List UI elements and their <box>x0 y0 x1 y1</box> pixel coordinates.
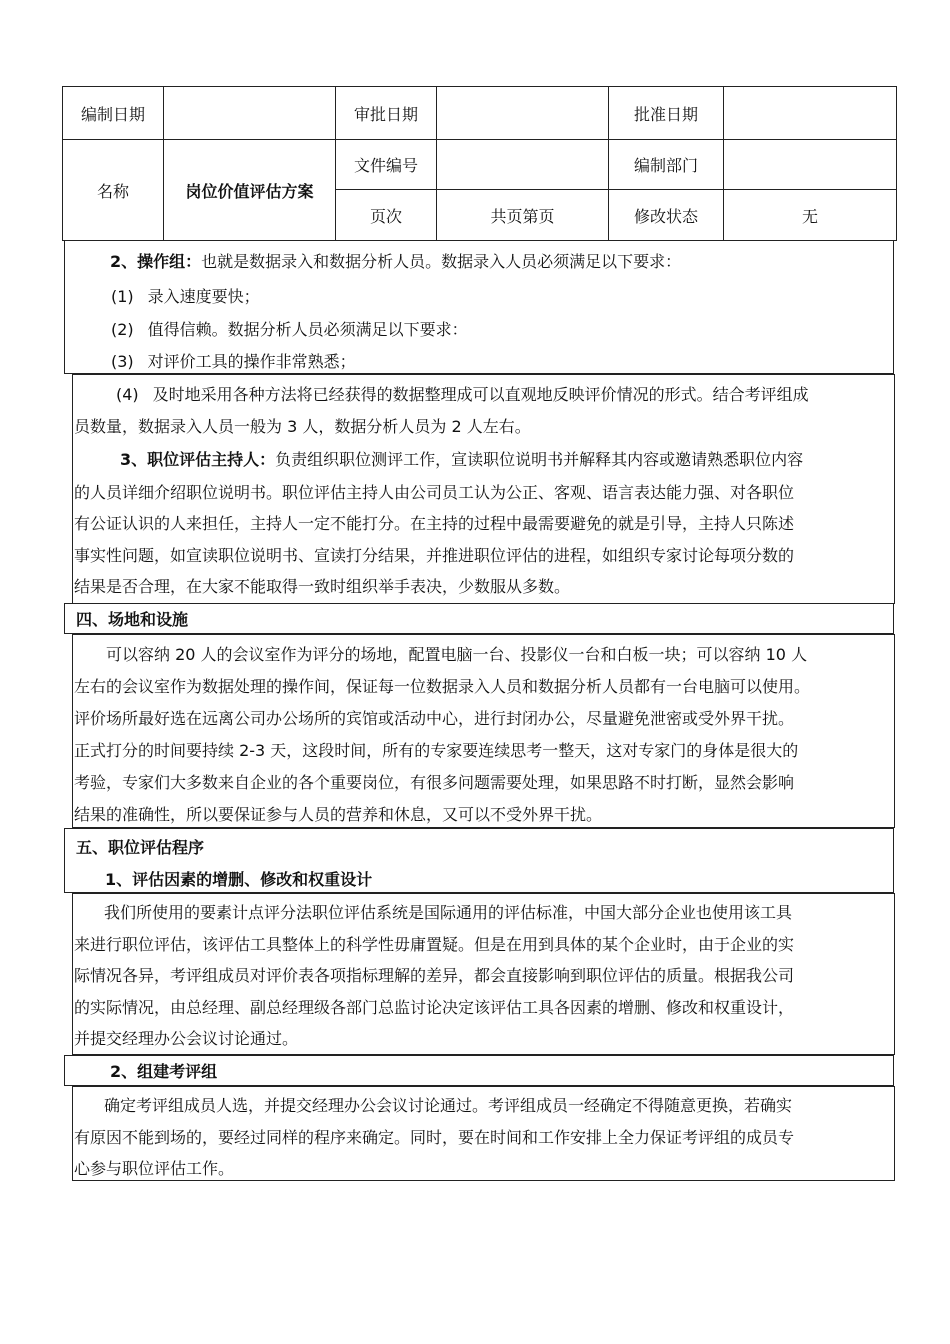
item-number: (1) <box>111 287 134 306</box>
venue-text: 结果的准确性，所以要保证参与人员的营养和休息，又可以不受外界干扰。 <box>74 805 603 824</box>
host-text: 的人员详细介绍职位说明书。职位评估主持人由公司员工认为公正、客观、语言表达能力强、对各职位 <box>74 483 795 502</box>
procedure-text: 我们所使用的要素计点评分法职位评估系统是国际通用的评估标准，中国大部分企业也使用该工具 <box>104 903 793 922</box>
procedure-sub2-title: 2、组建考评组 <box>110 1062 218 1081</box>
doc-no-label: 文件编号 <box>336 140 437 190</box>
operation-group-intro: 也就是数据录入和数据分析人员。数据录入人员必须满足以下要求： <box>201 252 682 271</box>
page-label: 页次 <box>336 190 437 241</box>
venue-title-box <box>64 603 894 634</box>
item-number: (2) <box>111 320 134 339</box>
procedure-title: 五、职位评估程序 <box>76 838 205 857</box>
procedure-text: 心参与职位评估工作。 <box>74 1159 235 1178</box>
item-text: 及时地采用各种方法将已经获得的数据整理成可以直观地反映评价情况的形式。结合考评组成 <box>152 385 809 404</box>
approve-date-value <box>724 87 897 140</box>
item-text: 对评价工具的操作非常熟悉； <box>147 352 356 371</box>
venue-text: 可以容纳 20 人的会议室作为评分的场地，配置电脑一台、投影仪一台和白板一块；可以容纳 10 人 <box>106 645 808 664</box>
page-value: 共页第页 <box>437 190 609 241</box>
revision-value: 无 <box>724 190 897 241</box>
list-item <box>111 287 260 307</box>
host-text: 结果是否合理，在大家不能取得一致时组织举手表决，少数服从多数。 <box>74 577 571 596</box>
venue-text: 考验，专家们大多数来自企业的各个重要岗位，有很多问题需要处理，如果思路不时打断，显然会影响 <box>74 773 795 792</box>
revision-label: 修改状态 <box>609 190 724 241</box>
item-text: 录入速度要快； <box>147 287 260 306</box>
host-text: 负责组织职位测评工作，宣读职位说明书并解释其内容或邀请熟悉职位内容 <box>275 450 804 469</box>
list-item <box>111 352 356 372</box>
host-line <box>120 450 803 470</box>
item-number: (3) <box>111 352 134 371</box>
dept-value <box>724 140 897 190</box>
procedure-sub1-title: 1、评估因素的增删、修改和权重设计 <box>105 870 373 889</box>
item-text: 值得信赖。数据分析人员必须满足以下要求： <box>147 320 468 339</box>
operation-group-line <box>110 252 681 272</box>
dept-label: 编制部门 <box>609 140 724 190</box>
compile-date-label: 编制日期 <box>63 87 164 140</box>
doc-no-value <box>437 140 609 190</box>
venue-text: 正式打分的时间要持续 2-3 天，这段时间，所有的专家要连续思考一整天，这对专家门的身体是很大的 <box>74 741 799 760</box>
item-number: (4) <box>116 385 139 404</box>
item-text-continued: 员数量，数据录入人员一般为 3 人，数据分析人员为 2 人左右。 <box>74 417 531 436</box>
list-item <box>116 385 809 405</box>
venue-text: 评价场所最好选在远离公司办公场所的宾馆或活动中心，进行封闭办公，尽量避免泄密或受外界干扰。 <box>74 709 795 728</box>
procedure-text: 并提交经理办公会议讨论通过。 <box>74 1029 299 1048</box>
review-date-value <box>437 87 609 140</box>
name-label: 名称 <box>63 140 164 241</box>
venue-text: 左右的会议室作为数据处理的操作间，保证每一位数据录入人员和数据分析人员都有一台电脑可以使用。 <box>74 677 811 696</box>
procedure-text: 的实际情况，由总经理、副总经理级各部门总监讨论决定该评估工具各因素的增删、修改和权重设计， <box>74 998 795 1017</box>
procedure-text: 有原因不能到场的，要经过同样的程序来确定。同时，要在时间和工作安排上全力保证考评组的成员专 <box>74 1128 795 1147</box>
host-title: 3、职位评估主持人： <box>120 450 276 469</box>
approve-date-label: 批准日期 <box>609 87 724 140</box>
review-date-label: 审批日期 <box>336 87 437 140</box>
procedure-text: 际情况各异，考评组成员对评价表各项指标理解的差异，都会直接影响到职位评估的质量。根据我公司 <box>74 966 795 985</box>
header-table <box>62 86 897 241</box>
compile-date-value <box>164 87 336 140</box>
host-text: 有公证认识的人来担任，主持人一定不能打分。在主持的过程中最需要避免的就是引导，主持人只陈述 <box>74 514 795 533</box>
list-item <box>111 320 468 340</box>
host-text: 事实性问题，如宣读职位说明书、宣读打分结果，并推进职位评估的进程，如组织专家讨论每项分数的 <box>74 546 795 565</box>
procedure-text: 确定考评组成员人选，并提交经理办公会议讨论通过。考评组成员一经确定不得随意更换，若确实 <box>104 1096 793 1115</box>
procedure-text: 来进行职位评估，该评估工具整体上的科学性毋庸置疑。但是在用到具体的某个企业时，由于企业的实 <box>74 935 795 954</box>
operation-group-title: 2、操作组： <box>110 252 202 271</box>
venue-title: 四、场地和设施 <box>76 610 189 629</box>
doc-name: 岗位价值评估方案 <box>164 140 336 241</box>
